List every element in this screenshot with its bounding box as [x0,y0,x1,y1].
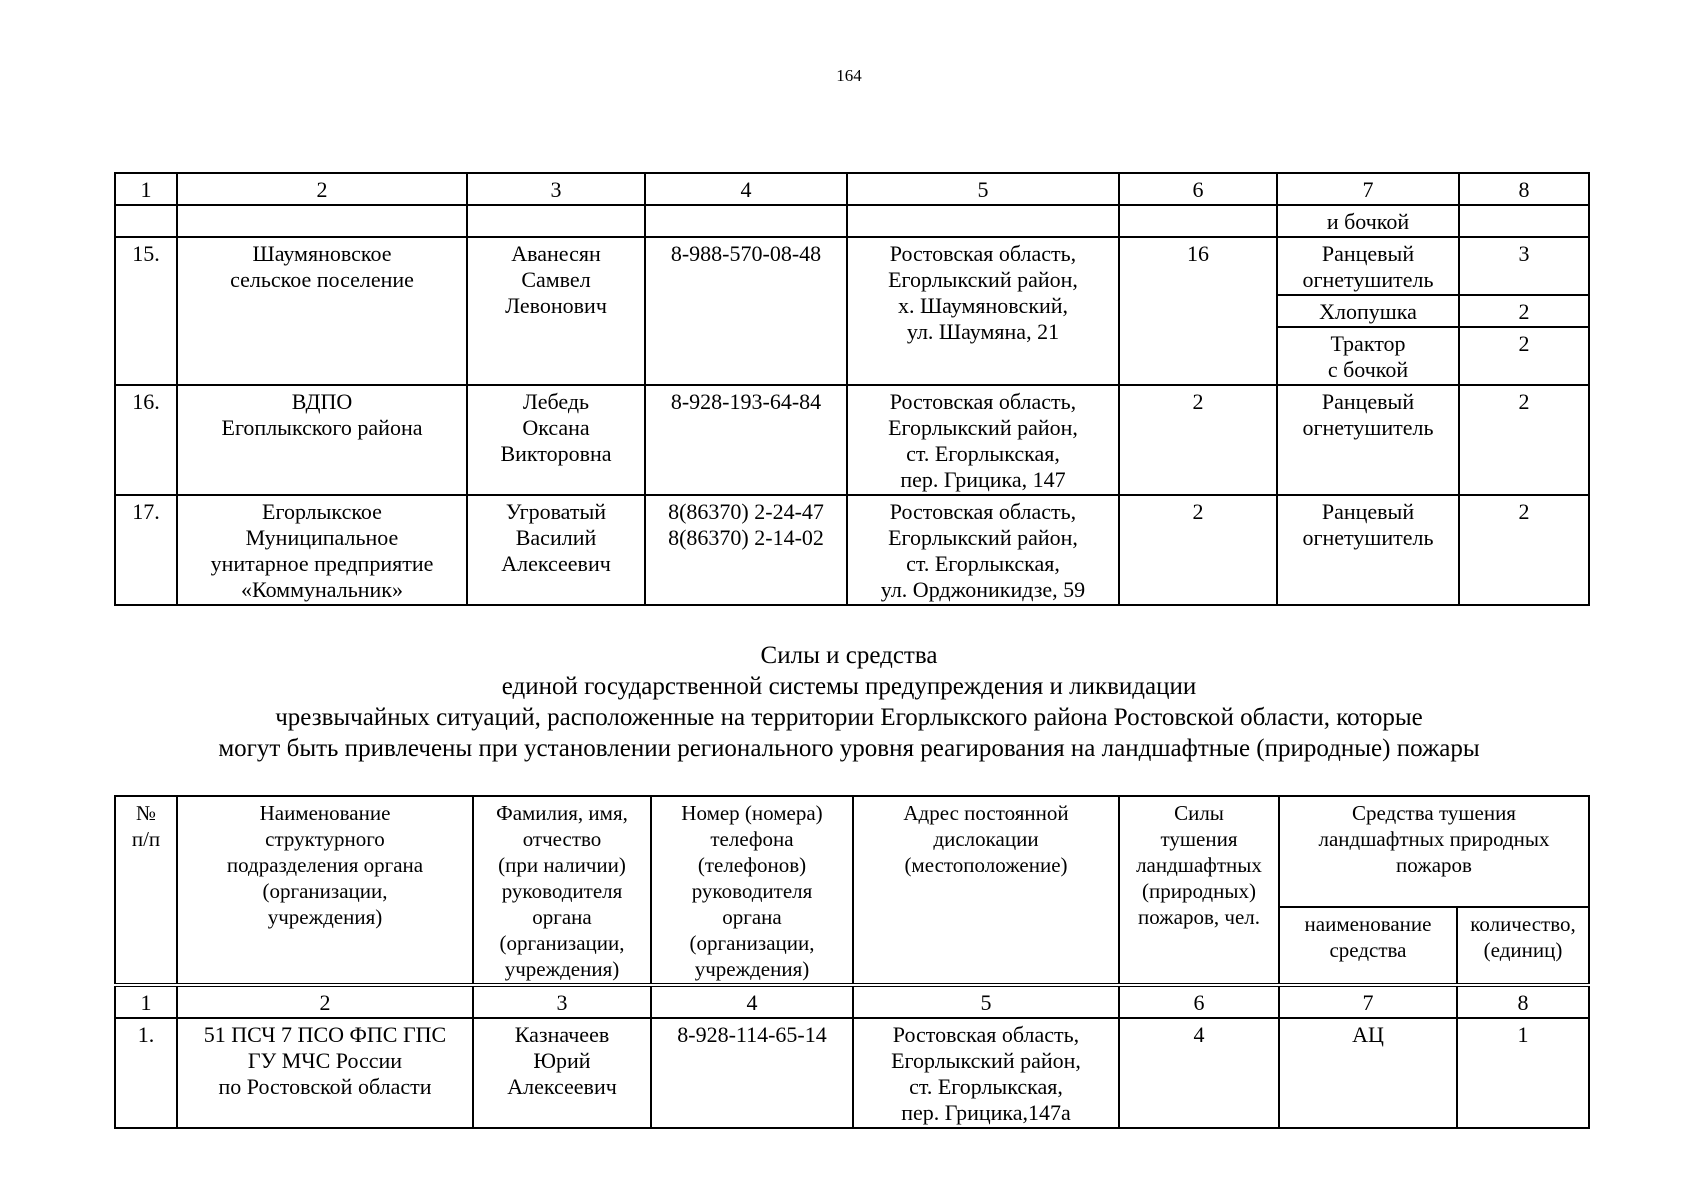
address-cell: Ростовская область, Егорлыкский район, ст. Егорлыкская, пер. Грицика,147а [853,1018,1119,1128]
column-number: 3 [467,173,645,205]
means-name-cell: и бочкой [1277,205,1459,237]
org-name-cell: Шаумяновское сельское поселение [177,237,467,385]
means-qty-cell: 1 [1457,1018,1589,1128]
column-number: 1 [115,173,177,205]
header-row [115,796,1589,907]
address-cell: Ростовская область, Егорлыкский район, х. Шаумяновский, ул. Шаумяна, 21 [847,237,1119,385]
header-means-group: Средства тушения ландшафтных природных пожаров [1279,796,1589,907]
org-name-cell: 51 ПСЧ 7 ПСО ФПС ГПС ГУ МЧС России по Ростовской области [177,1018,473,1128]
header-means-name: наименование средства [1279,907,1457,985]
phone-cell: 8(86370) 2-24-47 8(86370) 2-14-02 [645,495,847,605]
column-number: 5 [847,173,1119,205]
forces-cell: 2 [1119,495,1277,605]
header-org-name: Наименование структурного подразделения органа (организации, учреждения) [177,796,473,985]
means-name-cell: Хлопушка [1277,295,1459,327]
empty-cell [847,205,1119,237]
means-qty-cell: 2 [1459,295,1589,327]
phone-cell: 8-928-193-64-84 [645,385,847,495]
column-number: 8 [1457,985,1589,1018]
empty-cell [1119,205,1277,237]
means-qty-cell: 2 [1459,327,1589,385]
column-number: 4 [645,173,847,205]
column-number: 1 [115,985,177,1018]
phone-cell: 8-988-570-08-48 [645,237,847,385]
header-forces: Силы тушения ландшафтных (природных) пожаров, чел. [1119,796,1279,985]
section-title: Силы и средства единой государственной системы предупреждения и ликвидации чрезвычайных ситуаций, расположенные на территории Егорлыкского района Ростовской области, которые могут быть привлечены при установлении регионального уровня реагирования на ландшафтные (природные) пожары [218,642,1480,762]
head-name-cell: Аванесян Самвел Левонович [467,237,645,385]
header-head-name: Фамилия, имя, отчество (при наличии) руководителя органа (организации, учреждения) [473,796,651,985]
org-name-cell: ВДПО Егоплыкского района [177,385,467,495]
means-name-cell: Ранцевый огнетушитель [1277,237,1459,295]
means-name-cell: Трактор с бочкой [1277,327,1459,385]
column-number: 7 [1277,173,1459,205]
forces-cell: 2 [1119,385,1277,495]
forces-cell: 16 [1119,237,1277,385]
forces-cell: 4 [1119,1018,1279,1128]
means-qty-cell: 3 [1459,237,1589,295]
means-qty-cell: 2 [1459,495,1589,605]
column-number: 5 [853,985,1119,1018]
table-row [115,237,1589,295]
continuation-row [115,205,1589,237]
column-numbers-row [115,985,1589,1018]
row-number-cell: 1. [115,1018,177,1128]
header-num: № п/п [115,796,177,985]
head-name-cell: Угроватый Василий Алексеевич [467,495,645,605]
table-row [115,1018,1589,1128]
empty-cell [645,205,847,237]
header-means-qty: количество, (единиц) [1457,907,1589,985]
head-name-cell: Лебедь Оксана Викторовна [467,385,645,495]
address-cell: Ростовская область, Егорлыкский район, ст. Егорлыкская, ул. Орджоникидзе, 59 [847,495,1119,605]
row-number-cell: 15. [115,237,177,385]
empty-cell [467,205,645,237]
means-name-cell: АЦ [1279,1018,1457,1128]
column-number: 3 [473,985,651,1018]
empty-cell [1459,205,1589,237]
means-name-cell: Ранцевый огнетушитель [1277,385,1459,495]
header-address: Адрес постоянной дислокации (местоположение) [853,796,1119,985]
row-number-cell: 17. [115,495,177,605]
column-number: 2 [177,985,473,1018]
head-name-cell: Казначеев Юрий Алексеевич [473,1018,651,1128]
org-name-cell: Егорлыкское Муниципальное унитарное предприятие «Коммунальник» [177,495,467,605]
row-number-cell: 16. [115,385,177,495]
phone-cell: 8-928-114-65-14 [651,1018,853,1128]
column-number: 8 [1459,173,1589,205]
page-number: 164 [836,66,862,85]
forces-table [114,795,1590,1129]
table-continuation [114,172,1590,606]
empty-cell [115,205,177,237]
column-number: 2 [177,173,467,205]
address-cell: Ростовская область, Егорлыкский район, ст. Егорлыкская, пер. Грицика, 147 [847,385,1119,495]
means-qty-cell: 2 [1459,385,1589,495]
empty-cell [177,205,467,237]
column-number: 4 [651,985,853,1018]
column-number: 6 [1119,173,1277,205]
table-row [115,495,1589,605]
table-row [115,385,1589,495]
column-numbers-row [115,173,1589,205]
column-number: 7 [1279,985,1457,1018]
means-name-cell: Ранцевый огнетушитель [1277,495,1459,605]
column-number: 6 [1119,985,1279,1018]
header-phone: Номер (номера) телефона (телефонов) руководителя органа (организации, учреждения) [651,796,853,985]
